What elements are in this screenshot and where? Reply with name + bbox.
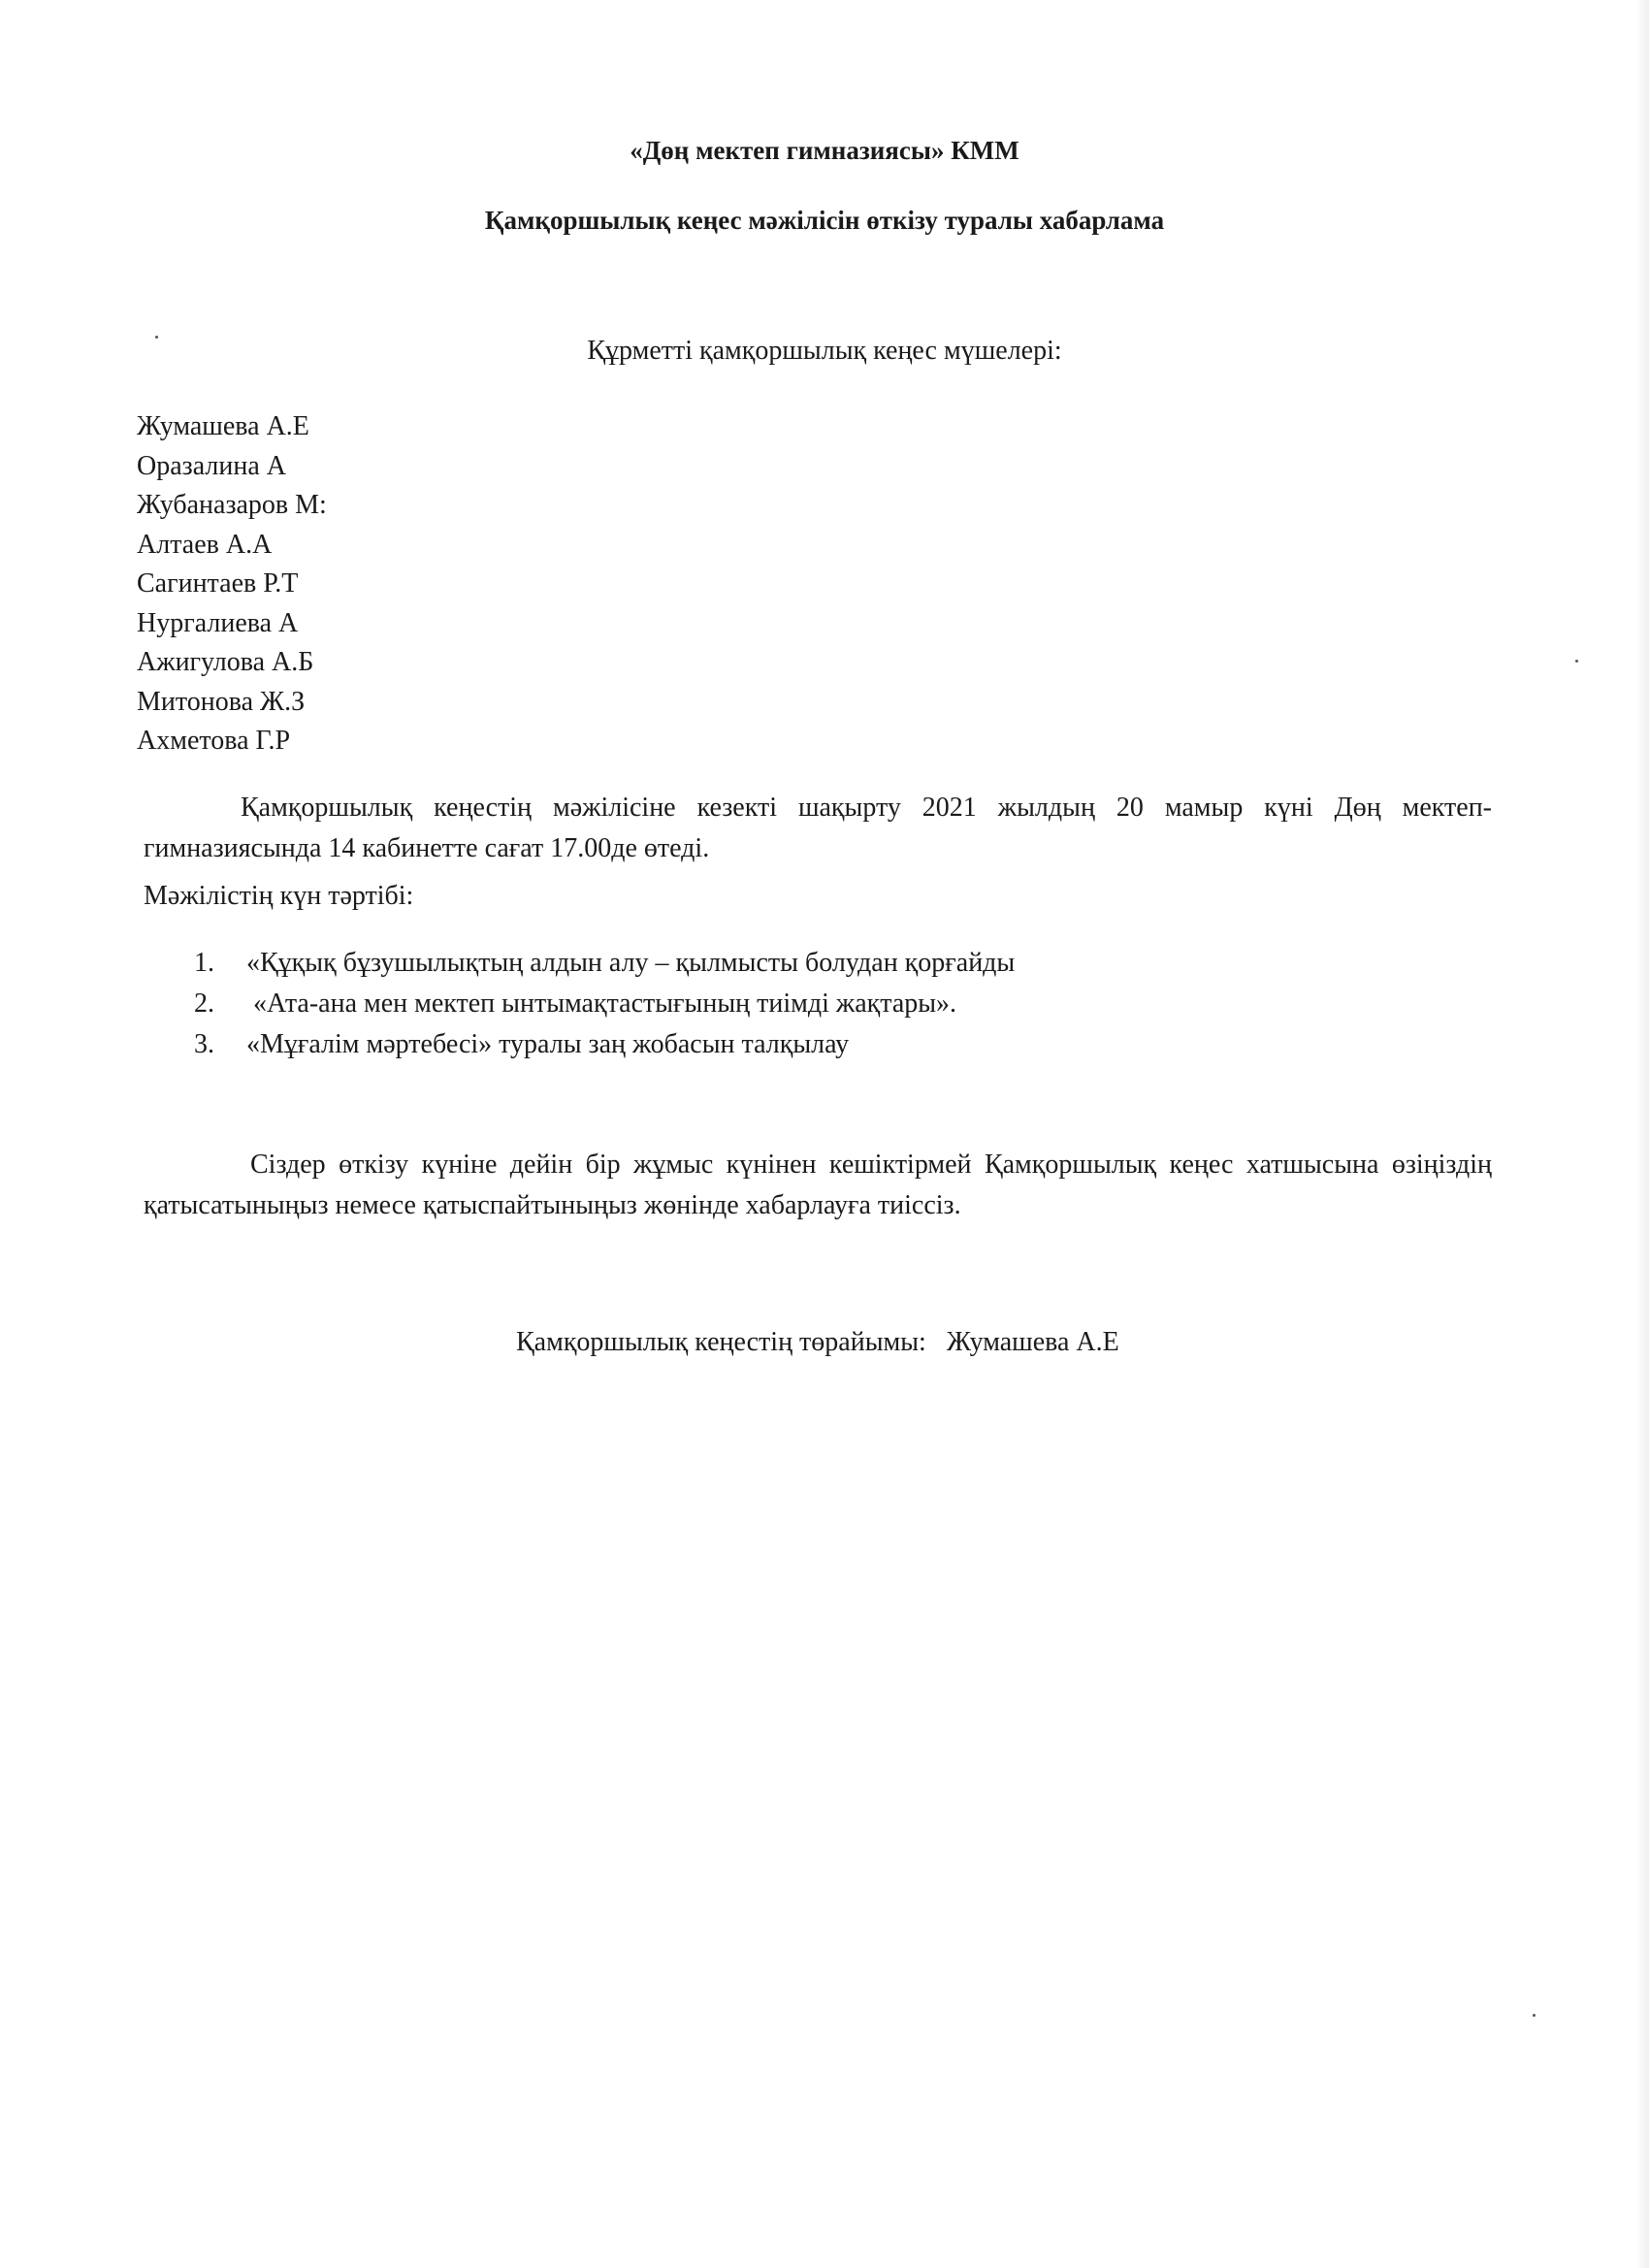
member-name: Жубаназаров М: (137, 490, 327, 520)
agenda-item (194, 1024, 1015, 1065)
agenda-item-number: 3. (194, 1029, 214, 1059)
member-name: Сагинтаев Р.Т (137, 568, 299, 599)
meeting-paragraph: Қамқоршылық кеңестің мәжілісіне кезекті шақырту 2021 жылдың 20 мамыр күні Дөң мектеп-гимназиясында 14 кабинетте сағат 17.00де өтеді. (144, 793, 1492, 863)
notice-paragraph: Сіздер өткізу күніне дейін бір жұмыс күнінен кешіктірмей Қамқоршылық кеңес хатшысына өзіңіздің қатысатыныңыз немесе қатыспайтыныңыз жөнінде хабарлауға тиіссіз. (144, 1150, 1492, 1220)
agenda-item (194, 984, 1015, 1024)
signature-role: Қамқоршылық кеңестің төрайымы: (516, 1327, 926, 1357)
scan-speck (1575, 660, 1578, 663)
agenda-item (194, 943, 1015, 984)
member-name: Ахметова Г.Р (137, 726, 291, 756)
signature-line (516, 1327, 1119, 1358)
agenda-label: Мәжілістің күн тәртібі: (144, 881, 414, 911)
scan-speck (1533, 2014, 1536, 2017)
signature-name: Жумашева А.Е (946, 1327, 1119, 1357)
greeting: Құрметті қамқоршылық кеңес мүшелері: (587, 336, 1062, 366)
member-name: Митонова Ж.З (137, 686, 306, 717)
agenda-item-text: «Ата-ана мен мектеп ынтымақтастығының тиімді жақтары». (246, 988, 957, 1019)
member-name: Алтаев А.А (137, 529, 273, 560)
agenda-item-text: «Құқық бұзушылықтың алдын алу – қылмысты болудан қорғайды (246, 948, 1016, 978)
agenda-item-number: 1. (194, 948, 214, 978)
member-name: Нургалиева А (137, 607, 299, 638)
member-name: Ажигулова А.Б (137, 647, 314, 677)
agenda-list (194, 943, 1015, 1065)
member-name: Жумашева А.Е (137, 411, 309, 441)
agenda-item-number: 2. (194, 988, 214, 1019)
document-title: Қамқоршылық кеңес мәжілісін өткізу туралы хабарлама (484, 206, 1165, 235)
member-list (137, 407, 327, 761)
member-name: Оразалина А (137, 450, 286, 481)
agenda-item-text: «Мұғалім мәртебесі» туралы заң жобасын талқылау (246, 1029, 850, 1059)
organization-title: «Дөң мектеп гимназиясы» КММ (630, 136, 1019, 165)
